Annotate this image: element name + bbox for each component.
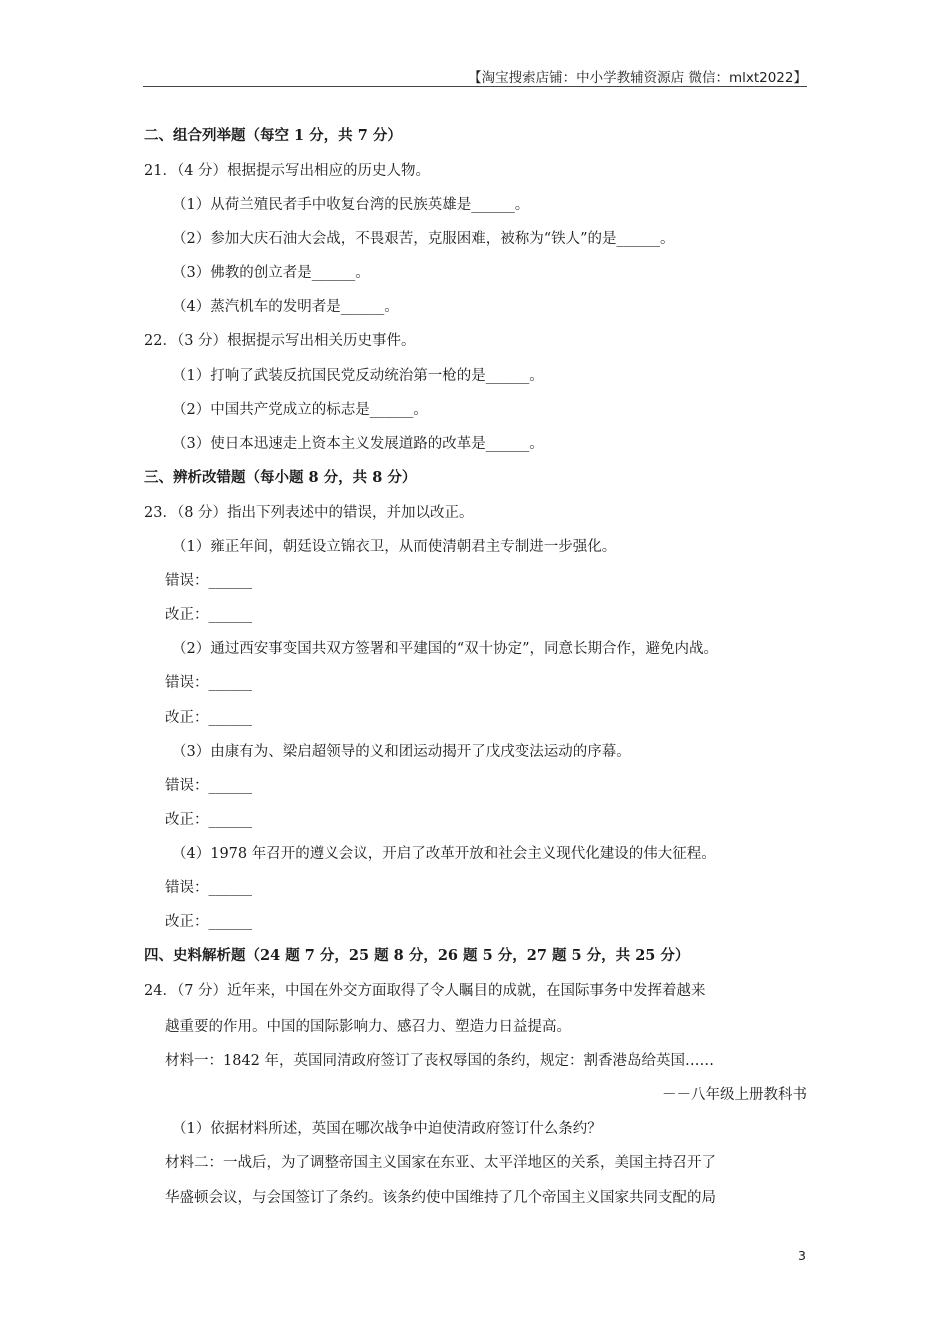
error-answer-line: 错误：______ <box>165 573 252 589</box>
question-24-stem-line-2: 越重要的作用。中国的国际影响力、感召力、塑造力日益提高。 <box>165 1019 571 1035</box>
question-22-item-2: （2）中国共产党成立的标志是______。 <box>172 402 428 418</box>
header-rule <box>143 86 807 87</box>
fix-answer-line: 改正：______ <box>165 607 252 623</box>
question-23-item-4: （4）1978 年召开的遵义会议，开启了改革开放和社会主义现代化建设的伟大征程。 <box>172 846 716 862</box>
section-title-4: 四、史料解析题（24 题 7 分，25 题 8 分，26 题 5 分，27 题 5 分，共 25 分） <box>144 947 690 964</box>
question-23-item-2: （2）通过西安事变国共双方签署和平建国的“双十协定”，同意长期合作，避免内战。 <box>172 641 719 657</box>
question-24-stem-line-1: 24．（7 分）近年来，中国在外交方面取得了令人瞩目的成就，在国际事务中发挥着越来 <box>144 983 706 999</box>
error-answer-line: 错误：______ <box>165 675 252 691</box>
section-title-3: 三、辨析改错题（每小题 8 分，共 8 分） <box>144 469 417 486</box>
fix-answer-line: 改正：______ <box>165 710 252 726</box>
fix-answer-line: 改正：______ <box>165 914 252 930</box>
section-title-2: 二、组合列举题（每空 1 分，共 7 分） <box>144 127 402 144</box>
question-22-item-3: （3）使日本迅速走上资本主义发展道路的改革是______。 <box>172 436 544 452</box>
page-number: 3 <box>798 1248 806 1263</box>
fix-answer-line: 改正：______ <box>165 812 252 828</box>
material-1: 材料一：1842 年，英国同清政府签订了丧权辱国的条约，规定：割香港岛给英国…… <box>165 1053 715 1069</box>
question-21-item-4: （4）蒸汽机车的发明者是______。 <box>172 299 399 315</box>
question-21-item-3: （3）佛教的创立者是______。 <box>172 265 370 281</box>
question-22-stem: 22．（3 分）根据提示写出相关历史事件。 <box>144 333 416 349</box>
question-21-item-2: （2）参加大庆石油大会战，不畏艰苦，克服困难，被称为“铁人”的是______。 <box>172 231 675 247</box>
error-answer-line: 错误：______ <box>165 778 252 794</box>
material-2-line-1: 材料二：一战后，为了调整帝国主义国家在东亚、太平洋地区的关系，美国主持召开了 <box>165 1155 716 1171</box>
question-21-item-1: （1）从荷兰殖民者手中收复台湾的民族英雄是______。 <box>172 197 530 213</box>
page-header: 【淘宝搜索店铺：中小学教辅资源店 微信：mlxt2022】 <box>468 70 807 86</box>
material-2-line-2: 华盛顿会议，与会国签订了条约。该条约使中国维持了几个帝国主义国家共同支配的局 <box>165 1190 716 1206</box>
question-24-sub-1: （1）依据材料所述，英国在哪次战争中迫使清政府签订什么条约？ <box>172 1121 602 1137</box>
question-23-stem: 23．（8 分）指出下列表述中的错误，并加以改正。 <box>144 505 474 521</box>
question-22-item-1: （1）打响了武装反抗国民党反动统治第一枪的是______。 <box>172 368 544 384</box>
material-1-source: －－八年级上册教科书 <box>662 1087 807 1103</box>
question-23-item-3: （3）由康有为、梁启超领导的义和团运动揭开了戊戌变法运动的序幕。 <box>172 744 631 760</box>
error-answer-line: 错误：______ <box>165 880 252 896</box>
question-23-item-1: （1）雍正年间，朝廷设立锦衣卫，从而使清朝君主专制进一步强化。 <box>172 539 617 555</box>
question-21-stem: 21．（4 分）根据提示写出相应的历史人物。 <box>144 163 431 179</box>
